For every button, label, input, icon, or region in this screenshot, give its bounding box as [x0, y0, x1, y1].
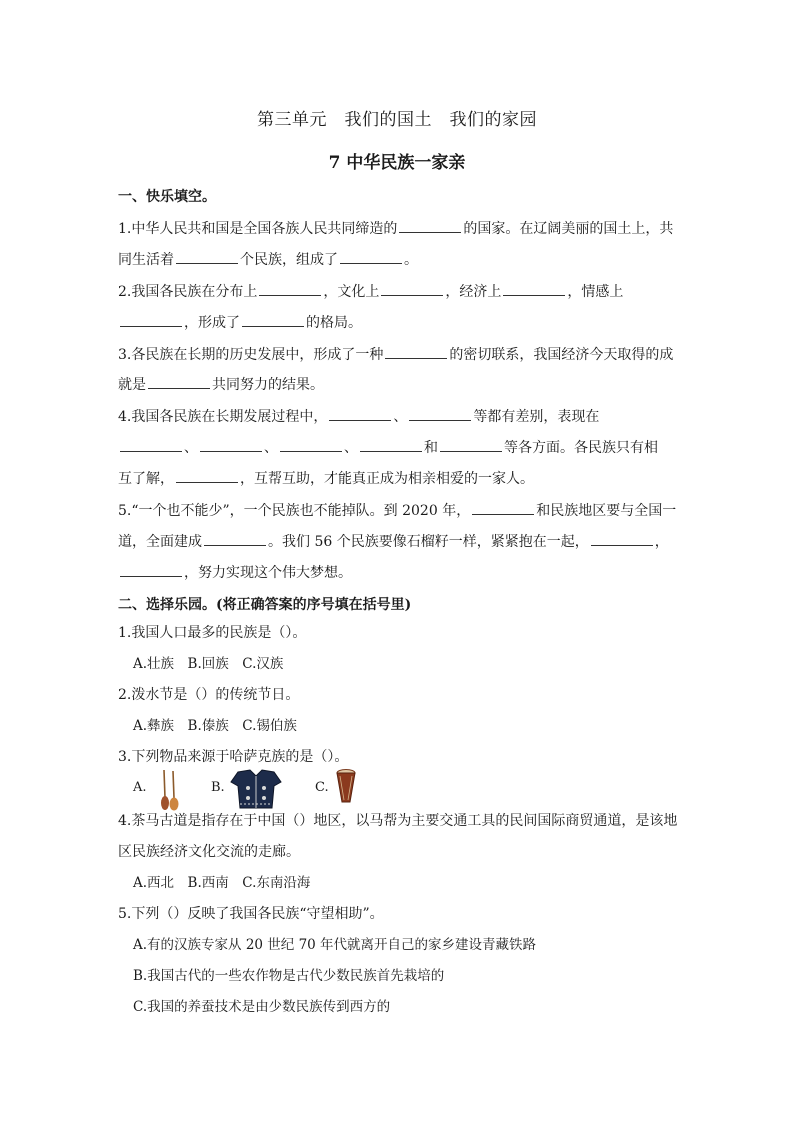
answer-blank[interactable]	[204, 530, 266, 546]
lesson-title: 7 中华民族一家亲	[328, 153, 466, 173]
hand-drum-icon[interactable]	[335, 768, 357, 810]
answer-blank[interactable]	[176, 467, 238, 483]
fill-line-11: 道，全面建成 。我们 56 个民族要像石榴籽一样，紧紧抱在一起， ，	[118, 530, 676, 552]
question-4-line-2: 区民族经济文化交流的走廊。	[118, 844, 300, 860]
answer-blank[interactable]	[259, 280, 321, 296]
answer-blank[interactable]	[329, 405, 391, 421]
fill-line-6: 就是 共同努力的结果。	[118, 373, 676, 395]
answer-blank[interactable]	[360, 436, 422, 452]
answer-blank[interactable]	[242, 311, 304, 327]
answer-blank[interactable]	[440, 436, 502, 452]
fill-line-10: 5.“一个也不能少”，一个民族也不能掉队。到 2020 年， 和民族地区要与全国一	[118, 499, 676, 521]
answer-blank[interactable]	[120, 311, 182, 327]
fill-line-1: 1.中华人民共和国是全国各族人民共同缔造的 的国家。在辽阔美丽的国土上，共	[118, 217, 676, 239]
answer-blank[interactable]	[120, 561, 182, 577]
question-1: 1.我国人口最多的民族是（）。	[118, 625, 307, 641]
question-5: 5.下列（）反映了我国各民族“守望相助”。	[118, 906, 384, 922]
answer-blank[interactable]	[399, 217, 461, 233]
section2-title: 二、选择乐园。(将正确答案的序号填在括号里)	[118, 597, 412, 613]
section1-title: 一、快乐填空。	[118, 189, 216, 205]
answer-blank[interactable]	[200, 436, 262, 452]
fill-line-3: 2.我国各民族在分布上 ，文化上 ，经济上 ，情感上	[118, 280, 676, 302]
fill-line-4: ，形成了 的格局。	[118, 311, 676, 333]
answer-blank[interactable]	[381, 280, 443, 296]
answer-blank[interactable]	[176, 248, 238, 264]
answer-blank[interactable]	[409, 405, 471, 421]
question-5-option-c[interactable]: C.我国的养蚕技术是由少数民族传到西方的	[133, 999, 391, 1015]
fill-line-5: 3.各民族在长期的历史发展中，形成了一种 的密切联系，我国经济今天取得的成	[118, 343, 676, 365]
answer-blank[interactable]	[148, 373, 210, 389]
answer-blank[interactable]	[385, 343, 447, 359]
fill-line-2: 同生活着 个民族，组成了 。	[118, 248, 676, 270]
question-4-options[interactable]: A.西北 B.西南 C.东南沿海	[133, 875, 311, 891]
answer-blank[interactable]	[591, 530, 653, 546]
question-3: 3.下列物品来源于哈萨克族的是（）。	[118, 749, 349, 765]
dombra-lute-icon[interactable]	[155, 768, 185, 816]
answer-blank[interactable]	[472, 499, 534, 515]
option-b-label[interactable]: B.	[211, 780, 225, 795]
question-5-option-a[interactable]: A.有的汉族专家从 20 世纪 70 年代就离开自己的家乡建设青藏铁路	[133, 937, 537, 953]
question-1-options[interactable]: A.壮族 B.回族 C.汉族	[133, 656, 284, 672]
question-3-options	[133, 768, 373, 810]
fill-line-12: ，努力实现这个伟大梦想。	[118, 561, 676, 583]
question-5-option-b[interactable]: B.我国古代的一些农作物是古代少数民族首先栽培的	[133, 968, 445, 984]
fill-line-8: 、 、 、 和 等各方面。各民族只有相	[118, 436, 676, 458]
embroidered-robe-icon[interactable]	[230, 768, 282, 814]
fill-line-9: 互了解， ，互帮互助，才能真正成为相亲相爱的一家人。	[118, 467, 676, 489]
answer-blank[interactable]	[503, 280, 565, 296]
question-4-line-1: 4.茶马古道是指存在于中国（）地区，以马帮为主要交通工具的民间国际商贸通道，是该地	[118, 813, 678, 829]
answer-blank[interactable]	[340, 248, 402, 264]
answer-blank[interactable]	[280, 436, 342, 452]
fill-line-7: 4.我国各民族在长期发展过程中， 、 等都有差别，表现在	[118, 405, 676, 427]
answer-blank[interactable]	[120, 436, 182, 452]
unit-title: 第三单元 我们的国土 我们的家园	[257, 110, 537, 130]
question-2-options[interactable]: A.彝族 B.傣族 C.锡伯族	[133, 718, 297, 734]
question-2: 2.泼水节是（）的传统节日。	[118, 687, 300, 703]
option-c-label[interactable]: C.	[315, 780, 329, 795]
option-a-label[interactable]: A.	[133, 780, 147, 795]
